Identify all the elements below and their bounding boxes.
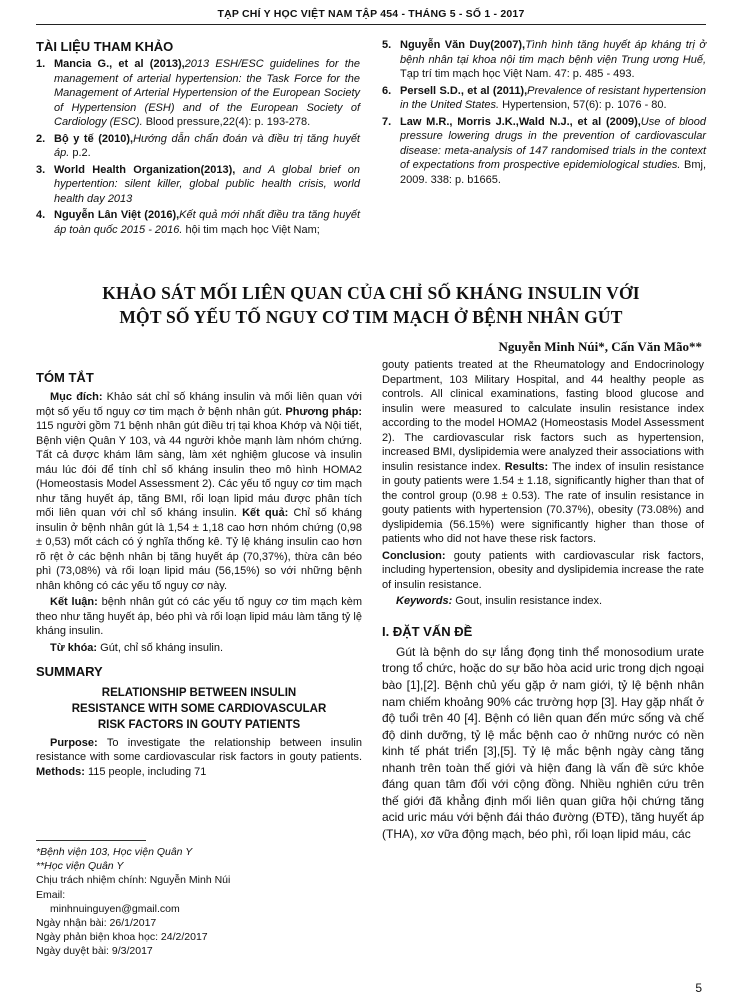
summary-title-line: RELATIONSHIP BETWEEN INSULIN <box>101 686 297 699</box>
reference-title: Use of blood pressure lowering drugs in the prevention of cardiovascular disease: meta-analysis of 147 randomised trials in the context of expectations from prospective epidemiological studies. <box>400 115 706 172</box>
abstract-keywords <box>36 641 362 656</box>
summary-text: gouty patients treated at the Rheumatology and Endocrinology Department, 103 Military Hospital, and 44 healthy people as controls. All clinical examinations, fasting blood glucose and insulin were measured to calculate insulin resistance index according to the model HOMA2 (Homeostasis Model Assessment 2). The cardiovascular risk factors such as hypertension, increased BMI, dyslipidemia were analyzed their associations with insulin resistance index. <box>382 359 704 473</box>
reference-authors: Persell S.D., et al (2011), <box>400 84 528 97</box>
date-received: Ngày nhận bài: 26/1/2017 <box>36 916 157 929</box>
summary-paragraph-continued <box>382 358 704 547</box>
reference-source: Blood pressure,22(4): p. 193-278. <box>142 116 311 129</box>
reference-title: 2013 ESH/ESC guidelines for the management of arterial hypertension: the Task Force for the Management of Arterial Hypertension of the European Society of Hypertension (ESH) and of the European Society of Cardiology (ESC). <box>54 58 360 129</box>
summary-label: Purpose: <box>50 736 98 749</box>
abstract-text: 115 người gồm 71 bệnh nhân gút điều trị tại khoa Khớp và Nội tiết, Bệnh viện Quân Y 103, và 44 người khỏe mạnh làm nhóm chứng. Tất cả được khám lâm sàng, làm xét nghiệm glucose và insulin máu lúc đói để tính chỉ số kháng insulin theo mô hình HOMA2 (Homeostasis Model Assessment 2). Các yếu tố nguy cơ tim mạch như tăng huyết áp, tăng BMI, rối loạn lipid máu được phân tích mối liên quan với chỉ số kháng insulin. <box>36 420 362 520</box>
abstract-paragraph <box>36 390 362 593</box>
reference-title: Hướng dẫn chẩn đoán và điều trị tăng huyết áp. <box>54 132 360 160</box>
abstract-text: Khảo sát chỉ số kháng insulin và mối liên quan với một số yếu tố nguy cơ tim mạch ở bệnh nhân gút. <box>36 391 362 418</box>
abstract-label: Phương pháp: <box>282 405 362 418</box>
reference-authors: Nguyễn Văn Duy(2007), <box>400 39 526 51</box>
summary-heading: SUMMARY <box>36 664 103 680</box>
summary-text: The index of insulin resistance in gouty patients were 1.54 ± 1.18, significantly higher than that of the control group (0.98 ± 0.53). The rate of insulin resistance in gouty patients with hypertension (70.37%), obesity (73.08%) and dyslipidemia (56.15%) were significantly higher than those of patients who did not have these risk factors. <box>382 460 704 546</box>
reference-source: and A global brief on hypertention: silent killer, global public health crisis, world health day 2013 <box>54 163 360 205</box>
date-approved: Ngày duyệt bài: 9/3/2017 <box>36 945 153 958</box>
references-column-right <box>382 38 706 239</box>
footnote-rule <box>36 840 146 841</box>
summary-label: Results: <box>500 460 549 473</box>
page-number: 5 <box>695 981 702 996</box>
abstract-text: bệnh nhân gút có các yếu tố nguy cơ tim mạch kèm theo như tăng huyết áp, béo phì và rối loạn lipid máu làm tăng tỷ lệ kháng insulin. <box>36 596 362 638</box>
reference-number: 1. <box>36 58 46 71</box>
left-column <box>36 365 362 781</box>
abstract-text: Chỉ số kháng insulin ở bệnh nhân gút là 1,54 ± 1,18 cao hơn nhóm chứng (0,98 ± 0,53) mốt cách có ý nghĩa thống kê. Tỷ lệ kháng insulin cao hơn rõ rệt ở các bệnh nhân bị tăng huyết áp (70,37%), thừa cân béo phì (73,08%) và rối loạn lipid máu (56,15%) so với những bệnh nhân không có các yếu tố nguy cơ này. <box>36 507 362 592</box>
header-rule <box>36 24 706 25</box>
reference-title: Kết quả mới nhất điều tra tăng huyết áp toàn quốc 2015 - 2016. <box>54 209 361 236</box>
summary-text: 115 people, including 71 <box>84 765 207 778</box>
reference-source: Tạp trí tim mạch học Việt Nam. 47: p. 485 - 493. <box>400 68 635 81</box>
reference-source: hội tim mạch học Việt Nam; <box>182 223 320 236</box>
reference-authors: Bộ y tế (2010), <box>54 132 134 145</box>
reference-number: 3. <box>36 163 46 176</box>
affiliation: **Học viện Quân Y <box>36 860 124 873</box>
reference-authors: Mancia G., et al (2013), <box>54 58 185 71</box>
reference-title: Tình hình tăng huyết áp kháng trị ở bệnh nhân tại khoa nội tim mạch bệnh viện Trung ương Huế, <box>400 39 706 66</box>
date-reviewed: Ngày phản biện khoa học: 24/2/2017 <box>36 931 208 944</box>
summary-conclusion <box>382 549 704 593</box>
running-header: TẠP CHÍ Y HỌC VIỆT NAM TẬP 454 - THÁNG 5 - SỐ 1 - 2017 <box>217 8 525 20</box>
reference-number: 7. <box>382 115 392 128</box>
reference-source: Bmj, 2009. 338: p. b1665. <box>400 159 706 186</box>
summary-paragraph <box>36 736 362 780</box>
reference-title: Prevalence of resistant hypertension in the United States. <box>400 84 706 112</box>
reference-item <box>382 38 706 82</box>
reference-number: 2. <box>36 132 46 145</box>
reference-item <box>36 57 360 130</box>
abstract-label: Mục đích: <box>50 391 103 404</box>
summary-keywords <box>382 594 704 609</box>
summary-title-line: RISK FACTORS IN GOUTY PATIENTS <box>97 718 301 731</box>
responsible-author: Chịu trách nhiệm chính: Nguyễn Minh Núi <box>36 874 231 887</box>
summary-label: Keywords: <box>396 595 453 608</box>
abstract-label: Kết luận: <box>50 596 98 609</box>
summary-title-line: RESISTANCE WITH SOME CARDIOVASCULAR <box>71 702 327 715</box>
email-line <box>36 888 362 902</box>
abstract-label: Kết quả: <box>236 507 289 520</box>
affiliation: *Bệnh viện 103, Học viện Quân Y <box>36 846 193 858</box>
reference-source: Hypertension, 57(6): p. 1076 - 80. <box>499 99 667 112</box>
introduction-heading: I. ĐẶT VẤN ĐỀ <box>382 623 473 639</box>
article-title <box>36 282 706 329</box>
right-column <box>382 358 704 844</box>
reference-authors: Nguyễn Lân Việt (2016), <box>54 209 180 222</box>
summary-text: Gout, insulin resistance index. <box>452 595 603 608</box>
references-section <box>36 38 706 239</box>
article-title-line: KHẢO SÁT MỐI LIÊN QUAN CỦA CHỈ SỐ KHÁNG INSULIN VỚI <box>102 283 640 303</box>
reference-authors: Law M.R., Morris J.K.,Wald N.J., et al (2009), <box>400 115 641 128</box>
abstract-label: Từ khóa: <box>50 641 98 654</box>
reference-item <box>382 115 706 188</box>
article-title-line: MỘT SỐ YẾU TỐ NGUY CƠ TIM MẠCH Ở BỆNH NHÂN GÚT <box>119 306 623 327</box>
summary-title <box>36 685 362 733</box>
reference-authors: World Health Organization(2013), <box>54 163 236 176</box>
abstract-conclusion <box>36 595 362 639</box>
summary-text: gouty patients with cardiovascular risk factors, including hypertension, obesity and dyslipidemia increase the rate of insulin resistance. <box>382 549 704 591</box>
email-address[interactable]: minhnuinguyen@gmail.com <box>50 902 180 915</box>
abstract-text: Gút, chỉ số kháng insulin. <box>97 641 224 654</box>
reference-number: 4. <box>36 209 46 222</box>
article-authors: Nguyễn Minh Núi*, Cấn Văn Mão** <box>498 339 702 354</box>
reference-item <box>36 132 360 161</box>
email-label: Email: <box>36 888 66 901</box>
reference-item <box>36 208 360 237</box>
abstract-heading: TÓM TẮT <box>36 370 94 385</box>
summary-label: Methods: <box>36 765 85 778</box>
reference-item <box>36 163 360 207</box>
footnotes <box>36 840 362 958</box>
references-column-left <box>36 38 360 239</box>
reference-source: p.2. <box>69 147 91 160</box>
summary-label: Conclusion: <box>382 549 446 562</box>
reference-number: 5. <box>382 39 392 51</box>
references-heading: TÀI LIỆU THAM KHẢO <box>36 39 174 54</box>
summary-text: To investigate the relationship between insulin resistance with some cardiovascular risk factors in gouty patients. <box>36 736 362 764</box>
reference-number: 6. <box>382 84 392 97</box>
introduction-paragraph: Gút là bệnh do sự lắng đọng tinh thể monosodium urate trong tổ chức, hoặc do sự bão hòa acid uric trong dịch ngoại bào [1],[2]. Bệnh chủ yếu gặp ở nam giới, tỷ lệ bệnh nhân nam chiếm khoảng 90% các trường hợp [3]. Hay gặp nhất ở độ tuổi trên 40 [4]. Bệnh có liên quan đến mức sống và chế độ dinh dưỡng, tỷ lệ mắc bệnh cao ở những nước có nền kinh tế phát triển [3],[5]. Tỷ lệ mắc bệnh ngày càng tăng nhanh trên toàn thế giới và hiện đang là vấn đề sức khỏe đáng quan tâm đối với cộng đồng. Nhiều nghiên cứu trên thế giới đã khẳng định mối liên quan giữa hội chứng tăng acid uric máu với bệnh đái tháo đường (ĐTĐ), tăng huyết áp (THA), xơ vữa động mạch, béo phì, rối loạn lipid máu, các <box>382 644 704 841</box>
reference-item <box>382 84 706 113</box>
